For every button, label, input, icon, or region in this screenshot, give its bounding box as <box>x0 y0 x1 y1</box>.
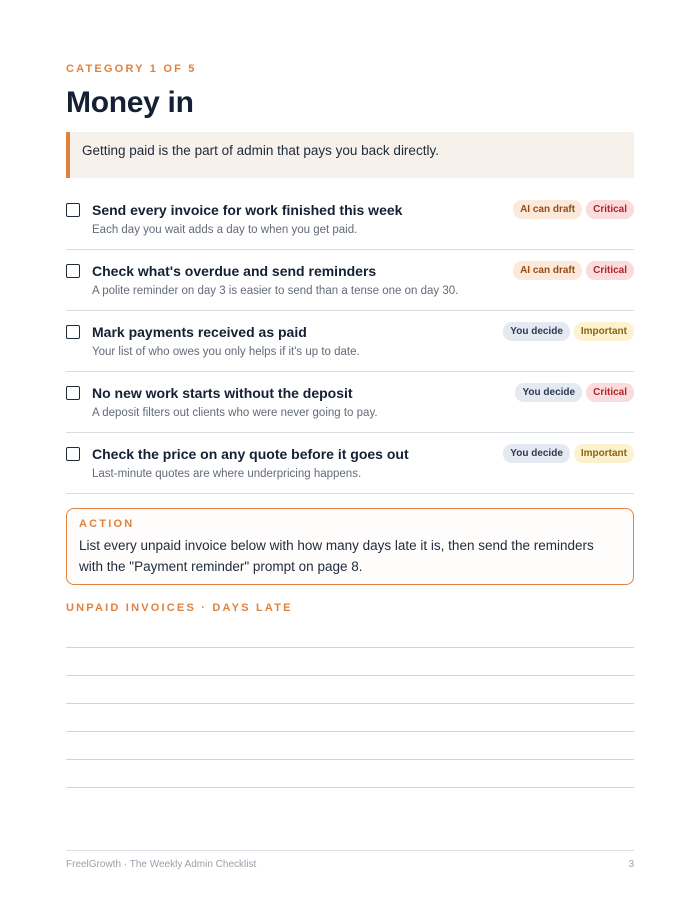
page-title: Money in <box>66 86 194 119</box>
task-checkbox[interactable] <box>66 447 80 461</box>
action-label: ACTION <box>79 518 135 530</box>
task-item <box>66 190 634 250</box>
task-item <box>66 434 634 494</box>
footer-title: FreelGrowth · The Weekly Admin Checklist <box>66 859 257 870</box>
task-list <box>66 190 634 495</box>
task-description: A deposit filters out clients who were never going to pay. <box>92 407 378 419</box>
action-box <box>66 508 634 585</box>
task-title: Check what's overdue and send reminders <box>92 263 377 279</box>
writing-line[interactable] <box>66 703 634 704</box>
task-badges <box>503 444 634 463</box>
priority-badge: Critical <box>586 383 634 402</box>
unpaid-invoices-label: UNPAID INVOICES · DAYS LATE <box>66 602 293 614</box>
task-badges <box>513 261 634 280</box>
task-checkbox[interactable] <box>66 386 80 400</box>
owner-badge: AI can draft <box>513 261 582 280</box>
owner-badge: You decide <box>515 383 582 402</box>
task-checkbox[interactable] <box>66 264 80 278</box>
page-number: 3 <box>628 859 634 870</box>
writing-line[interactable] <box>66 675 634 676</box>
task-title: Mark payments received as paid <box>92 324 307 340</box>
writing-line[interactable] <box>66 647 634 648</box>
task-title: Check the price on any quote before it goes out <box>92 446 409 462</box>
priority-badge: Critical <box>586 200 634 219</box>
task-badges <box>503 322 634 341</box>
task-checkbox[interactable] <box>66 203 80 217</box>
task-item <box>66 312 634 372</box>
footer-divider <box>66 850 634 851</box>
task-description: Your list of who owes you only helps if it's up to date. <box>92 346 360 358</box>
task-title: Send every invoice for work finished this week <box>92 202 403 218</box>
task-description: Last-minute quotes are where underpricing happens. <box>92 468 362 480</box>
task-checkbox[interactable] <box>66 325 80 339</box>
task-badges <box>515 383 634 402</box>
intro-callout <box>66 132 634 178</box>
task-description: A polite reminder on day 3 is easier to send than a tense one on day 30. <box>92 285 459 297</box>
owner-badge: You decide <box>503 444 570 463</box>
owner-badge: AI can draft <box>513 200 582 219</box>
category-label: CATEGORY 1 OF 5 <box>66 63 197 75</box>
writing-line[interactable] <box>66 731 634 732</box>
task-item <box>66 251 634 311</box>
priority-badge: Important <box>574 322 634 341</box>
writing-line[interactable] <box>66 759 634 760</box>
writing-lines <box>66 647 634 815</box>
action-text: List every unpaid invoice below with how many days late it is, then send the reminders with the "Payment reminder" prompt on page 8. <box>79 538 594 574</box>
owner-badge: You decide <box>503 322 570 341</box>
task-description: Each day you wait adds a day to when you get paid. <box>92 224 358 236</box>
callout-text: Getting paid is the part of admin that pays you back directly. <box>82 143 439 158</box>
priority-badge: Critical <box>586 261 634 280</box>
task-title: No new work starts without the deposit <box>92 385 353 401</box>
task-badges <box>513 200 634 219</box>
task-item <box>66 373 634 433</box>
writing-line[interactable] <box>66 787 634 788</box>
priority-badge: Important <box>574 444 634 463</box>
